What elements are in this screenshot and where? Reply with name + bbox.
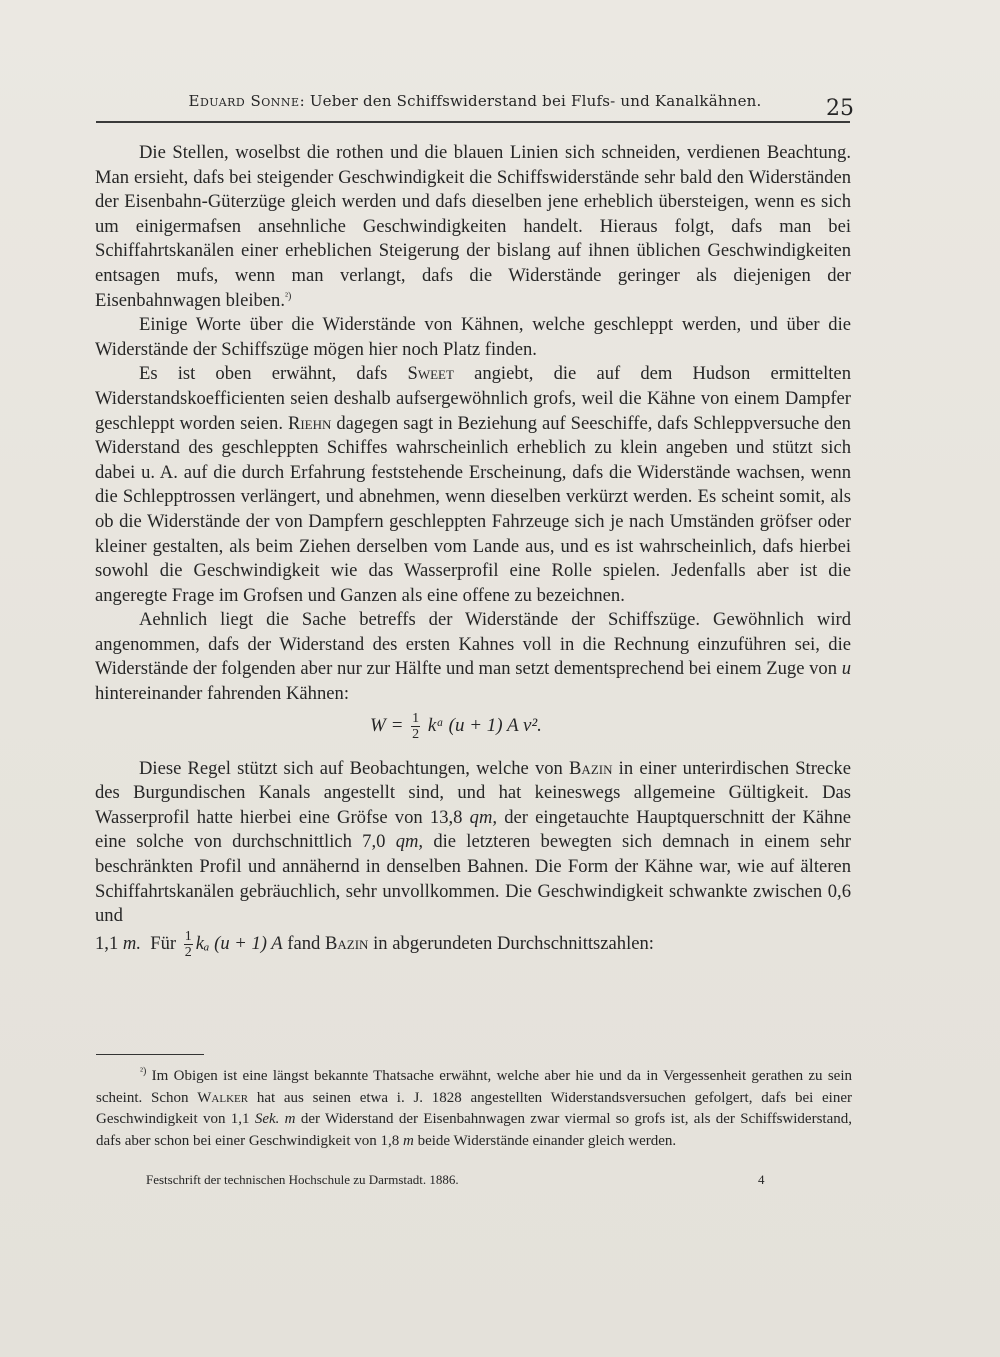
footnote-rule bbox=[96, 1054, 204, 1055]
header-rule bbox=[96, 121, 850, 123]
formula-rhs: kᵃ (u + 1) A v². bbox=[427, 714, 542, 736]
paragraph-1: Die Stellen, woselbst die rothen und die blauen Linien sich schneiden, verdienen Beachtung. Man ersieht, dafs bei steigender Geschwindigkeit die Schiffswiderstände sehr bald den Widerständen der Eisenbahn-Güterzüge gleich werden und dafs dieselben jene erheblich übersteigen, wenn es sich um einigermafsen ansehnliche Geschwindigkeiten handelt. Hieraus folgt, dafs man bei Schiffahrtskanälen einer erheblichen Steigerung der bislang auf ihnen üblichen Geschwindigkeiten entsagen mufs, wenn man verlangt, dafs die Widerstände geringer als diejenigen der Eisenbahnwagen bleiben.$^{^2)}$ bbox=[95, 142, 851, 311]
sheet-number: 4 bbox=[758, 1172, 765, 1187]
paragraph-3: Es ist oben erwähnt, dafs Sweet angiebt, die auf dem Hudson ermittelten Widerstandskoefficienten seien deshalb aufsergewöhnlich grofs, weil die Kähne von einem Dampfer geschleppt worden seien. Riehn dagegen sagt in Beziehung auf Seeschiffe, dafs Schleppversuche den Widerstand des geschleppten Schiffes wahrscheinlich erheblich zu klein angeben und stützt sich dabei u. A. auf die durch Erfahrung feststehende Erscheinung, dafs die Widerstände wachsen, wenn die Schlepptrossen verlängert, und abnehmen, wenn dieselben verkürzt werden. Es scheint somit, als ob die Widerstände der von Dampfern geschleppten Fahrzeuge sich je nach Umständen gröfser oder kleiner gestalten, als beim Ziehen derselben vom Lande aus, und es ist wahrscheinlich, dafs hierbei sowohl die Geschwindigkeit wie das Wasserprofil eine Rolle spielen. Jedenfalls aber ist die angeregte Frage im Grofsen und Ganzen als eine offene zu bezeichnen. bbox=[95, 363, 851, 606]
formula bbox=[95, 707, 851, 757]
var-u: u bbox=[841, 658, 851, 680]
page-number: 25 bbox=[826, 96, 854, 121]
formula-fraction: $\frac{1}{2}$ bbox=[412, 710, 420, 742]
name-bazin: Bazin bbox=[569, 757, 613, 779]
name-bazin-2: Bazin bbox=[324, 932, 369, 954]
festschrift-line: Festschrift der technischen Hochschule zu Darmstadt. 1886. bbox=[146, 1172, 459, 1187]
footnote-ref: ²) bbox=[285, 290, 292, 302]
main-text bbox=[95, 141, 851, 960]
name-sweet: Sweet bbox=[407, 363, 454, 385]
header-author: Eduard Sonne bbox=[188, 92, 300, 110]
paragraph-5: Diese Regel stützt sich auf Beobachtungen, welche von Bazin in einer unterirdischen Strecke des Burgundischen Kanals angestellt sind, und hat keineswegs allgemeine Gültigkeit. Das Wasserprofil hatte hierbei eine Gröfse von 13,8 qm, der eingetauchte Hauptquerschnitt der Kähne eine solche von durchschnittlich 7,0 qm, die letzteren bewegten sich demnach in einem sehr beschränkten Profil und annähernd in denselben Bahnen. Die Form der Kähne war, wie auf älteren Schiffahrtskanälen gebräuchlich, sehr unvollkommen. Die Geschwindigkeit schwankte zwischen 0,6 und bbox=[95, 757, 851, 927]
paragraph-4: Aehnlich liegt die Sache betreffs der Widerstände der Schiffszüge. Gewöhnlich wird angenommen, dafs der Widerstand des ersten Kahnes voll in die Rechnung einzuführen sei, die Widerstände der folgenden aber nur zur Hälfte und man setzt dementsprechend bei einem Zuge von u hintereinander fahrenden Kähnen: bbox=[95, 609, 851, 705]
inline-fraction: $\frac{1}{2}$ bbox=[184, 928, 192, 960]
footnote: $^{^2)}$ Im Obigen ist eine längst bekannte Thatsache erwähnt, welche aber hie und da in Vergessenheit gerathen zu sein scheint. Schon Walker hat aus seinen etwa i. J. 1828 angestellten Widerstandsversuchen gefolgert, dafs bei einer Geschwindigkeit von 1,1 Sek. m der Widerstand der Eisenbahnwagen zwar viermal so grofs ist, als der Schiffswiderstand, dafs aber schon bei einer Geschwindigkeit von 1,8 m beide Widerstände einander gleich werden. bbox=[96, 1066, 853, 1149]
footnote-mark: ²) bbox=[140, 1066, 147, 1077]
header-title: : Ueber den Schiffswiderstand bei Flufs- und Kanalkähnen. bbox=[299, 92, 762, 110]
name-walker: Walker bbox=[197, 1089, 249, 1106]
paragraph-6: 1,1 m. Für $\frac{1}{2}$ kₐ (u + 1) A fand Bazin in abgerundeten Durchschnittszahlen: bbox=[95, 928, 654, 960]
name-riehn: Riehn bbox=[287, 412, 332, 434]
formula-lhs: W = bbox=[370, 714, 404, 736]
paragraph-2: Einige Worte über die Widerstände von Kähnen, welche geschleppt werden, und über die Widerstände der Schiffszüge mögen hier noch Platz finden. bbox=[95, 314, 851, 360]
running-header bbox=[95, 92, 855, 110]
